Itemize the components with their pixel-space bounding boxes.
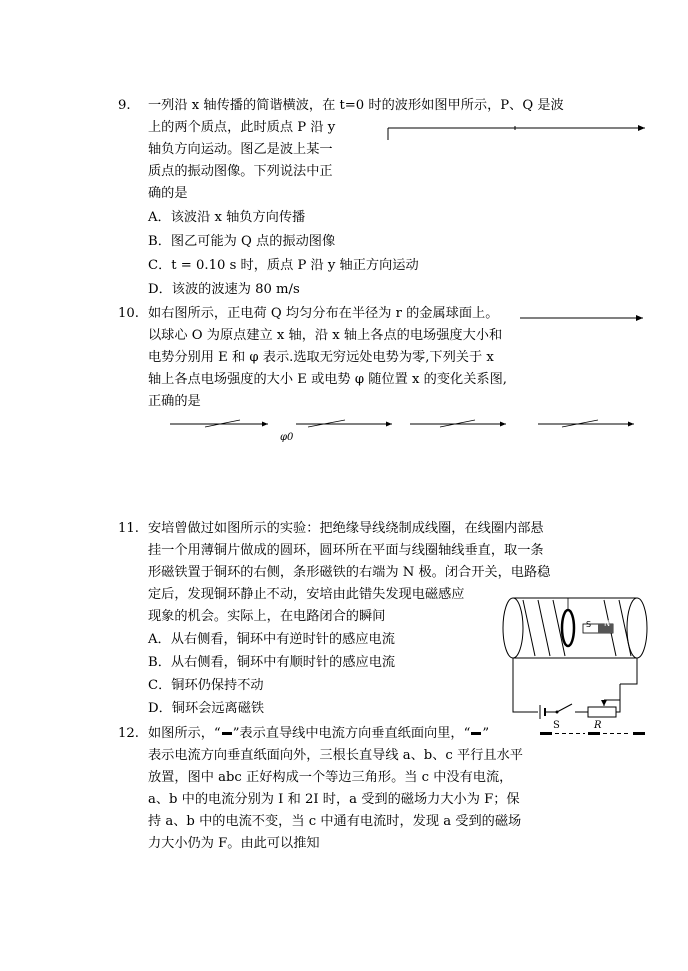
question-line: 轴上各点电场强度的大小 E 或电势 φ 随位置 x 的变化关系图, [148,372,507,387]
question-line: 放置，图中 abc 正好构成一个等边三角形。当 c 中没有电流， [148,770,513,785]
option-c: C．铜环仍保持不动 [148,678,264,693]
question-line: 挂一个用薄铜片做成的圆环，圆环所在平面与线圈轴线垂直，取一条 [148,543,544,558]
option-d: D．该波的波速为 80 m/s [148,282,300,297]
question-line: 正确的是 [148,394,201,409]
question-number: 12. [118,726,139,741]
line-middle: ”表示直导线中电流方向垂直纸面向里，“ [232,726,471,741]
question-number: 10. [118,306,139,321]
line-start: 如图所示，“ [148,726,221,741]
option-a: A．从右侧看，铜环中有逆时针的感应电流 [148,632,395,647]
question-line: a、b 中的电流分别为 I 和 2I 时，a 受到的磁场力大小为 F；保 [148,792,520,807]
question-line: 电势分别用 E 和 φ 表示.选取无穷远处电势为零,下列关于 x [148,350,494,365]
question-line: 如右图所示，正电荷 Q 均匀分布在半径为 r 的金属球面上。 [148,306,499,321]
question-line: 确的是 [148,186,188,201]
switch-label: S [553,720,560,731]
question-line: 持 a、b 中的电流不变，当 c 中通有电流时，发现 a 受到的磁场 [148,814,522,829]
question-line: 形磁铁置于铜环的右侧，条形磁铁的右端为 N 极。闭合开关，电路稳 [148,565,551,580]
question-line: 现象的机会。实际上，在电路闭合的瞬间 [148,609,386,624]
question-line: 以球心 O 为原点建立 x 轴，沿 x 轴上各点的电场强度大小和 [148,328,503,343]
option-b: B．从右侧看，铜环中有顺时针的感应电流 [148,655,396,670]
question-line: 定后，发现铜环静止不动，安培由此错失发现电磁感应 [148,587,465,602]
option-d: D．铜环会远离磁铁 [148,701,265,716]
question-line: 质点的振动图像。下列说法中正 [148,164,333,179]
line-end: ” [482,726,490,741]
phi0-label: φ0 [280,432,294,443]
resistor-label: R [594,720,602,731]
option-a: A．该波沿 x 轴负方向传播 [148,210,306,225]
question-line: 表示电流方向垂直纸面向外，三根长直导线 a、b、c 平行且水平 [148,748,523,763]
question-number: 9. [118,98,131,113]
question-line: 轴负方向运动。图乙是波上某一 [148,142,333,157]
question-line: 力大小仍为 F。由此可以推知 [148,836,320,851]
magnet-n-label: N [604,619,610,628]
question-number: 11. [118,521,139,536]
option-c: C．t = 0.10 s 时，质点 P 沿 y 轴正方向运动 [148,258,419,273]
question-line: 一列沿 x 轴传播的简谐横波，在 t=0 时的波形如图甲所示，P、Q 是波 [148,98,564,113]
question-line: 上的两个质点，此时质点 P 沿 y [148,120,336,135]
option-b: B．图乙可能为 Q 点的振动图像 [148,234,336,249]
question-line: 安培曾做过如图所示的实验：把绝缘导线绕制成线圈，在线圈内部悬 [148,521,544,536]
magnet-s-label: S [586,620,592,629]
